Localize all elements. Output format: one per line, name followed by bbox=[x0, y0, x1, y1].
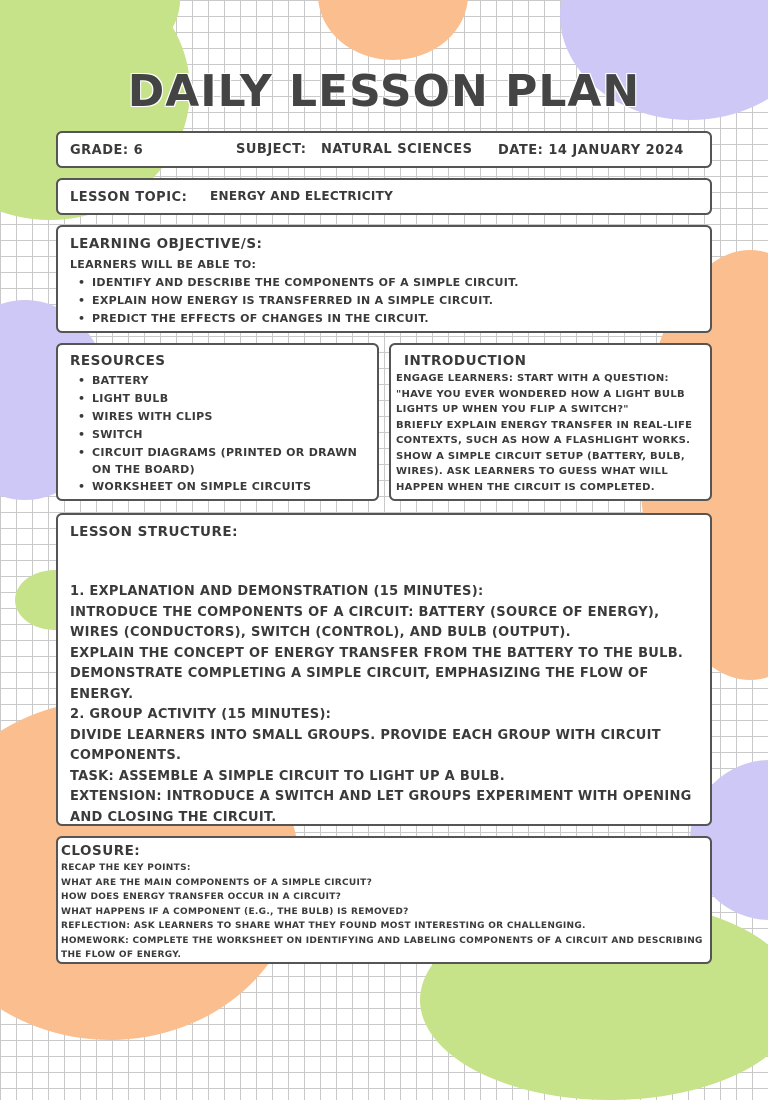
resources-box bbox=[56, 343, 379, 501]
lesson-structure-line: 1. EXPLANATION AND DEMONSTRATION (15 MINUTES): bbox=[70, 584, 484, 599]
date-label: DATE: 14 JANUARY 2024 bbox=[498, 143, 684, 158]
closure-line: WHAT HAPPENS IF A COMPONENT (E.G., THE BULB) IS REMOVED? bbox=[61, 906, 409, 917]
objective-item: • EXPLAIN HOW ENERGY IS TRANSFERRED IN A SIMPLE CIRCUIT. bbox=[70, 292, 698, 310]
objectives-intro: LEARNERS WILL BE ABLE TO: bbox=[70, 258, 257, 271]
page-title: DAILY LESSON PLAN bbox=[127, 66, 641, 117]
lesson-structure-line: 2. GROUP ACTIVITY (15 MINUTES): bbox=[70, 707, 332, 722]
objectives-heading: LEARNING OBJECTIVE/S: bbox=[70, 236, 263, 252]
introduction-line: ENGAGE LEARNERS: START WITH A QUESTION: "HAVE YOU EVER WONDERED HOW A LIGHT BULB LIGHTS UP WHEN YOU FLIP A SWITCH?" bbox=[396, 373, 685, 415]
resource-item: • WIRES WITH CLIPS bbox=[70, 408, 365, 426]
closure-line: REFLECTION: ASK LEARNERS TO SHARE WHAT THEY FOUND MOST INTERESTING OR CHALLENGING. bbox=[61, 921, 586, 931]
lesson-structure-line: INTRODUCE THE COMPONENTS OF A CIRCUIT: BATTERY (SOURCE OF ENERGY), WIRES (CONDUCTORS), SWITCH (CONTROL), AND BULB (OUTPUT). bbox=[70, 604, 660, 640]
resource-item: • WORKSHEET ON SIMPLE CIRCUITS bbox=[70, 478, 365, 496]
introduction-heading: INTRODUCTION bbox=[404, 353, 527, 369]
header-box bbox=[56, 131, 712, 168]
introduction-box bbox=[389, 343, 712, 501]
resource-item: • LIGHT BULB bbox=[70, 390, 365, 408]
lesson-structure-heading: LESSON STRUCTURE: bbox=[70, 524, 239, 540]
lesson-structure-line: TASK: ASSEMBLE A SIMPLE CIRCUIT TO LIGHT UP A BULB. bbox=[70, 768, 505, 784]
closure-line: HOW DOES ENERGY TRANSFER OCCUR IN A CIRCUIT? bbox=[61, 892, 342, 902]
lesson-structure-line: DEMONSTRATE COMPLETING A SIMPLE CIRCUIT, EMPHASIZING THE FLOW OF ENERGY. bbox=[70, 666, 649, 702]
resource-item: • SWITCH bbox=[70, 426, 365, 444]
decor-blob-orange-top bbox=[318, 0, 468, 60]
resources-heading: RESOURCES bbox=[70, 353, 166, 369]
lesson-structure-line: EXTENSION: INTRODUCE A SWITCH AND LET GROUPS EXPERIMENT WITH OPENING AND CLOSING THE CIRCUIT. bbox=[70, 789, 692, 825]
closure-line: HOMEWORK: COMPLETE THE WORKSHEET ON IDENTIFYING AND LABELING COMPONENTS OF A CIRCUIT AND DESCRIBING THE FLOW OF ENERGY. bbox=[61, 935, 703, 960]
lesson-structure-line: EXPLAIN THE CONCEPT OF ENERGY TRANSFER FROM THE BATTERY TO THE BULB. bbox=[70, 645, 684, 661]
resource-item: • BATTERY bbox=[70, 372, 365, 390]
resource-item: • CIRCUIT DIAGRAMS (PRINTED OR DRAWN ON THE BOARD) bbox=[70, 444, 365, 478]
subject-value: NATURAL SCIENCES bbox=[321, 142, 473, 157]
subject-label: SUBJECT: bbox=[236, 142, 307, 157]
closure-box bbox=[56, 836, 712, 964]
objectives-box bbox=[56, 225, 712, 333]
objective-item: • PREDICT THE EFFECTS OF CHANGES IN THE CIRCUIT. bbox=[70, 310, 698, 328]
closure-heading: CLOSURE: bbox=[61, 843, 141, 859]
lesson-structure-line: DIVIDE LEARNERS INTO SMALL GROUPS. PROVIDE EACH GROUP WITH CIRCUIT COMPONENTS. bbox=[70, 727, 661, 763]
introduction-line: BRIEFLY EXPLAIN ENERGY TRANSFER IN REAL-LIFE CONTEXTS, SUCH AS HOW A FLASHLIGHT WORKS. bbox=[396, 419, 693, 446]
topic-box bbox=[56, 178, 712, 215]
grade-label: GRADE: 6 bbox=[70, 143, 144, 158]
lesson-structure-box bbox=[56, 513, 712, 826]
closure-line: WHAT ARE THE MAIN COMPONENTS OF A SIMPLE CIRCUIT? bbox=[61, 877, 373, 888]
introduction-line: SHOW A SIMPLE CIRCUIT SETUP (BATTERY, BULB, WIRES). ASK LEARNERS TO GUESS WHAT WILL HAPPEN WHEN THE CIRCUIT IS COMPLETED. bbox=[396, 450, 686, 493]
topic-label: LESSON TOPIC: bbox=[70, 190, 188, 205]
objective-item: • IDENTIFY AND DESCRIBE THE COMPONENTS OF A SIMPLE CIRCUIT. bbox=[70, 274, 698, 292]
topic-value: ENERGY AND ELECTRICITY bbox=[210, 189, 394, 203]
closure-line: RECAP THE KEY POINTS: bbox=[61, 863, 191, 873]
